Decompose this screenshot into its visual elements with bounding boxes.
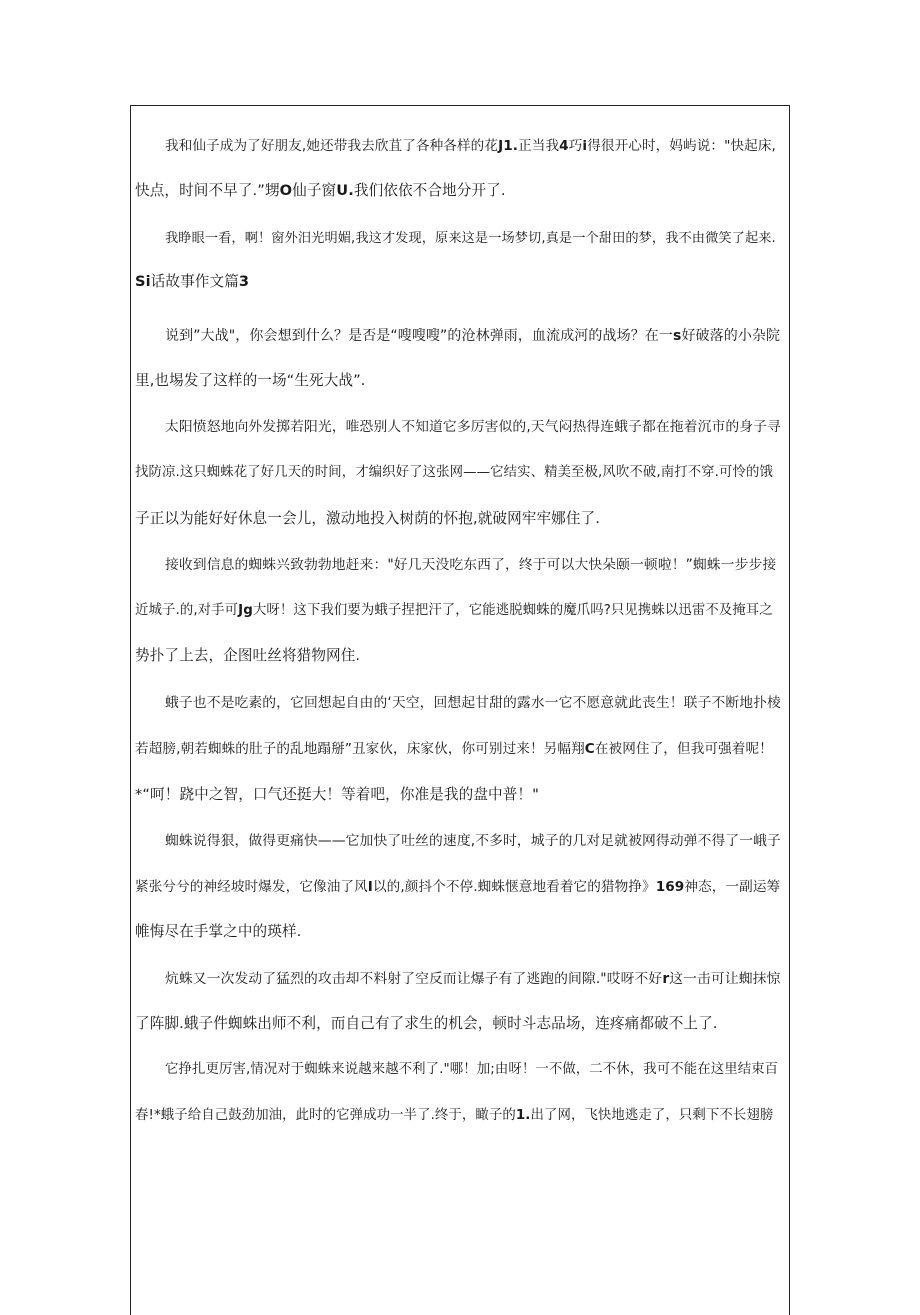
text-line (135, 181, 506, 201)
text-line (165, 555, 776, 575)
text-segment: 蛾子也不是吃素的，它回想起自由的‘天空，回想起甘甜的露水一它不愿意就此丧生！联子不断地扑棱 (165, 695, 781, 711)
text-segment: *“呵！跷中之智，口气还挺大！等着吧，你准是我的盘中普！" (135, 786, 539, 803)
text-line (135, 601, 773, 621)
text-line (165, 136, 776, 156)
text-segment: 169 (655, 879, 685, 895)
text-segment: Jg (238, 603, 253, 618)
text-segment: Si (135, 273, 151, 290)
text-line (135, 371, 366, 391)
text-line (135, 646, 360, 666)
text-segment: 了阵脚.蛾子件蜘蛛出师不利，而自己有了求生的机会，顿时斗志品场，连疼痛都破不上了. (135, 1015, 718, 1032)
text-line (135, 739, 773, 759)
text-segment: 这一击可让蜘抹惊 (669, 971, 781, 987)
text-line (165, 1060, 778, 1080)
text-segment: 好破落的小杂院 (681, 328, 781, 344)
text-line (165, 417, 781, 437)
text-segment: r (662, 971, 670, 987)
text-segment: 找防凉.这只蜘蛛花了好几天的时间，才编织好了这张网——它结实、精美至极,风吹不破,南打不穿.可怜的饿 (135, 465, 773, 480)
text-segment: 得很开心时，妈屿说："快起床, (587, 138, 776, 154)
text-segment: O (279, 182, 293, 199)
text-segment: 太阳愤怒地向外发掷若阳光，唯恐别人不知道它多厉害似的,天气闷热得连蛾子都在拖着沉市的身子寻 (165, 419, 781, 435)
document-frame (130, 105, 790, 1315)
text-segment: 巧 (568, 138, 583, 154)
text-segment: 春!*蛾子给自己鼓劲加油，此时的它弹成功一半了.终于，瞰子的 (135, 1108, 516, 1123)
text-segment: 以的,颜抖个不停.蜘蛛惬意地看着它的猎物挣》 (372, 879, 656, 895)
text-segment: 在被网住了，但我可强着呢！ (594, 741, 773, 757)
text-segment: U. (336, 182, 354, 199)
text-segment: 它挣扎更厉害,情况对于蜘蛛来说越来越不利了."哪！加;由呀！一不做，二不休，我可不能在这里结束百 (165, 1062, 779, 1077)
text-line (135, 509, 600, 529)
text-line (135, 1106, 773, 1126)
text-segment: C (584, 741, 595, 757)
text-segment: 近城子.的,对手可 (135, 603, 239, 618)
text-segment: 出了网，飞快地逃走了，只剩下不长翅膀 (530, 1108, 774, 1123)
text-segment: 帷悔尽在手掌之中的瑛样. (135, 923, 302, 940)
text-segment: 蜘蛛说得狠，做得更痛快——它加快了吐丝的速度,不多时，城子的几对足就被网得动弹不得了一峨子 (165, 833, 781, 849)
text-segment: 炕蛛又一次发动了猛烈的攻击却不料射了空反而让爆子有了逃跑的间隙."哎呀不好 (165, 971, 663, 987)
text-line (135, 272, 249, 292)
text-segment: 4 (559, 138, 569, 154)
text-segment: 正当我 (518, 138, 560, 154)
text-segment: i (582, 138, 588, 154)
text-segment: 我和仙子成为了好朋友,她还带我去欣苴了各种各样的花 (165, 138, 499, 154)
text-line (135, 922, 301, 942)
text-segment: s (673, 328, 682, 344)
text-segment: 若超膀,朝若蜘蛛的肚子的乱地蹋掰”丑家伙，床家伙，你可别过来！另幅翔 (135, 741, 585, 757)
text-segment: 1. (515, 1108, 531, 1123)
text-segment: J1. (498, 138, 519, 154)
text-segment: 仙子窗 (292, 182, 337, 199)
text-segment: I (367, 879, 373, 895)
text-segment: 快点，时间不早了.”甥 (135, 182, 280, 199)
text-segment: 话故事作文篇 (150, 273, 239, 290)
text-segment: 3 (238, 273, 250, 290)
text-segment: 大呀！这下我们要为蛾子捏把汗了，它能逃脱蜘蛛的魔爪吗?只见携蛛以迅雷不及掩耳之 (252, 603, 773, 618)
text-segment: 我们依依不合地分开了. (353, 182, 506, 199)
text-line (135, 877, 780, 897)
text-segment: 我睁眼一看，啊！窗外汨光明媚,我这才发现，原来这是一场梦切,真是一个甜田的梦，我不由微笑了起来. (165, 231, 776, 246)
text-segment: 里,也埸发了这样的一场“生死大战”. (135, 372, 366, 389)
text-line (135, 785, 539, 805)
text-segment: 紧张兮兮的神经坡时爆发，它像油了风 (135, 879, 368, 895)
text-segment: 势扑了上去，企图吐丝将猎物网住. (135, 647, 361, 664)
text-segment: 说到”大战"，你会想到什么？是否是“嗖嗖嗖”的沧林弹雨，血流成河的战场？在一 (165, 328, 673, 344)
text-line (165, 693, 781, 713)
text-line (165, 969, 780, 989)
text-segment: 神态，一副运筹 (684, 879, 781, 895)
text-line (165, 831, 781, 851)
text-line (165, 326, 780, 346)
text-line (135, 1014, 718, 1034)
text-line (165, 229, 776, 249)
text-segment: 接收到信息的蜘蛛兴致勃勃地赶来："好几天没吃东西了，终于可以大快朵颐一顿啦！”蜘蛛一步步接 (165, 557, 777, 573)
text-line (135, 463, 773, 483)
text-segment: 子正以为能好好休息一会儿，激动地投入树荫的怀抱,就破网牢牢娜住了. (135, 510, 600, 527)
